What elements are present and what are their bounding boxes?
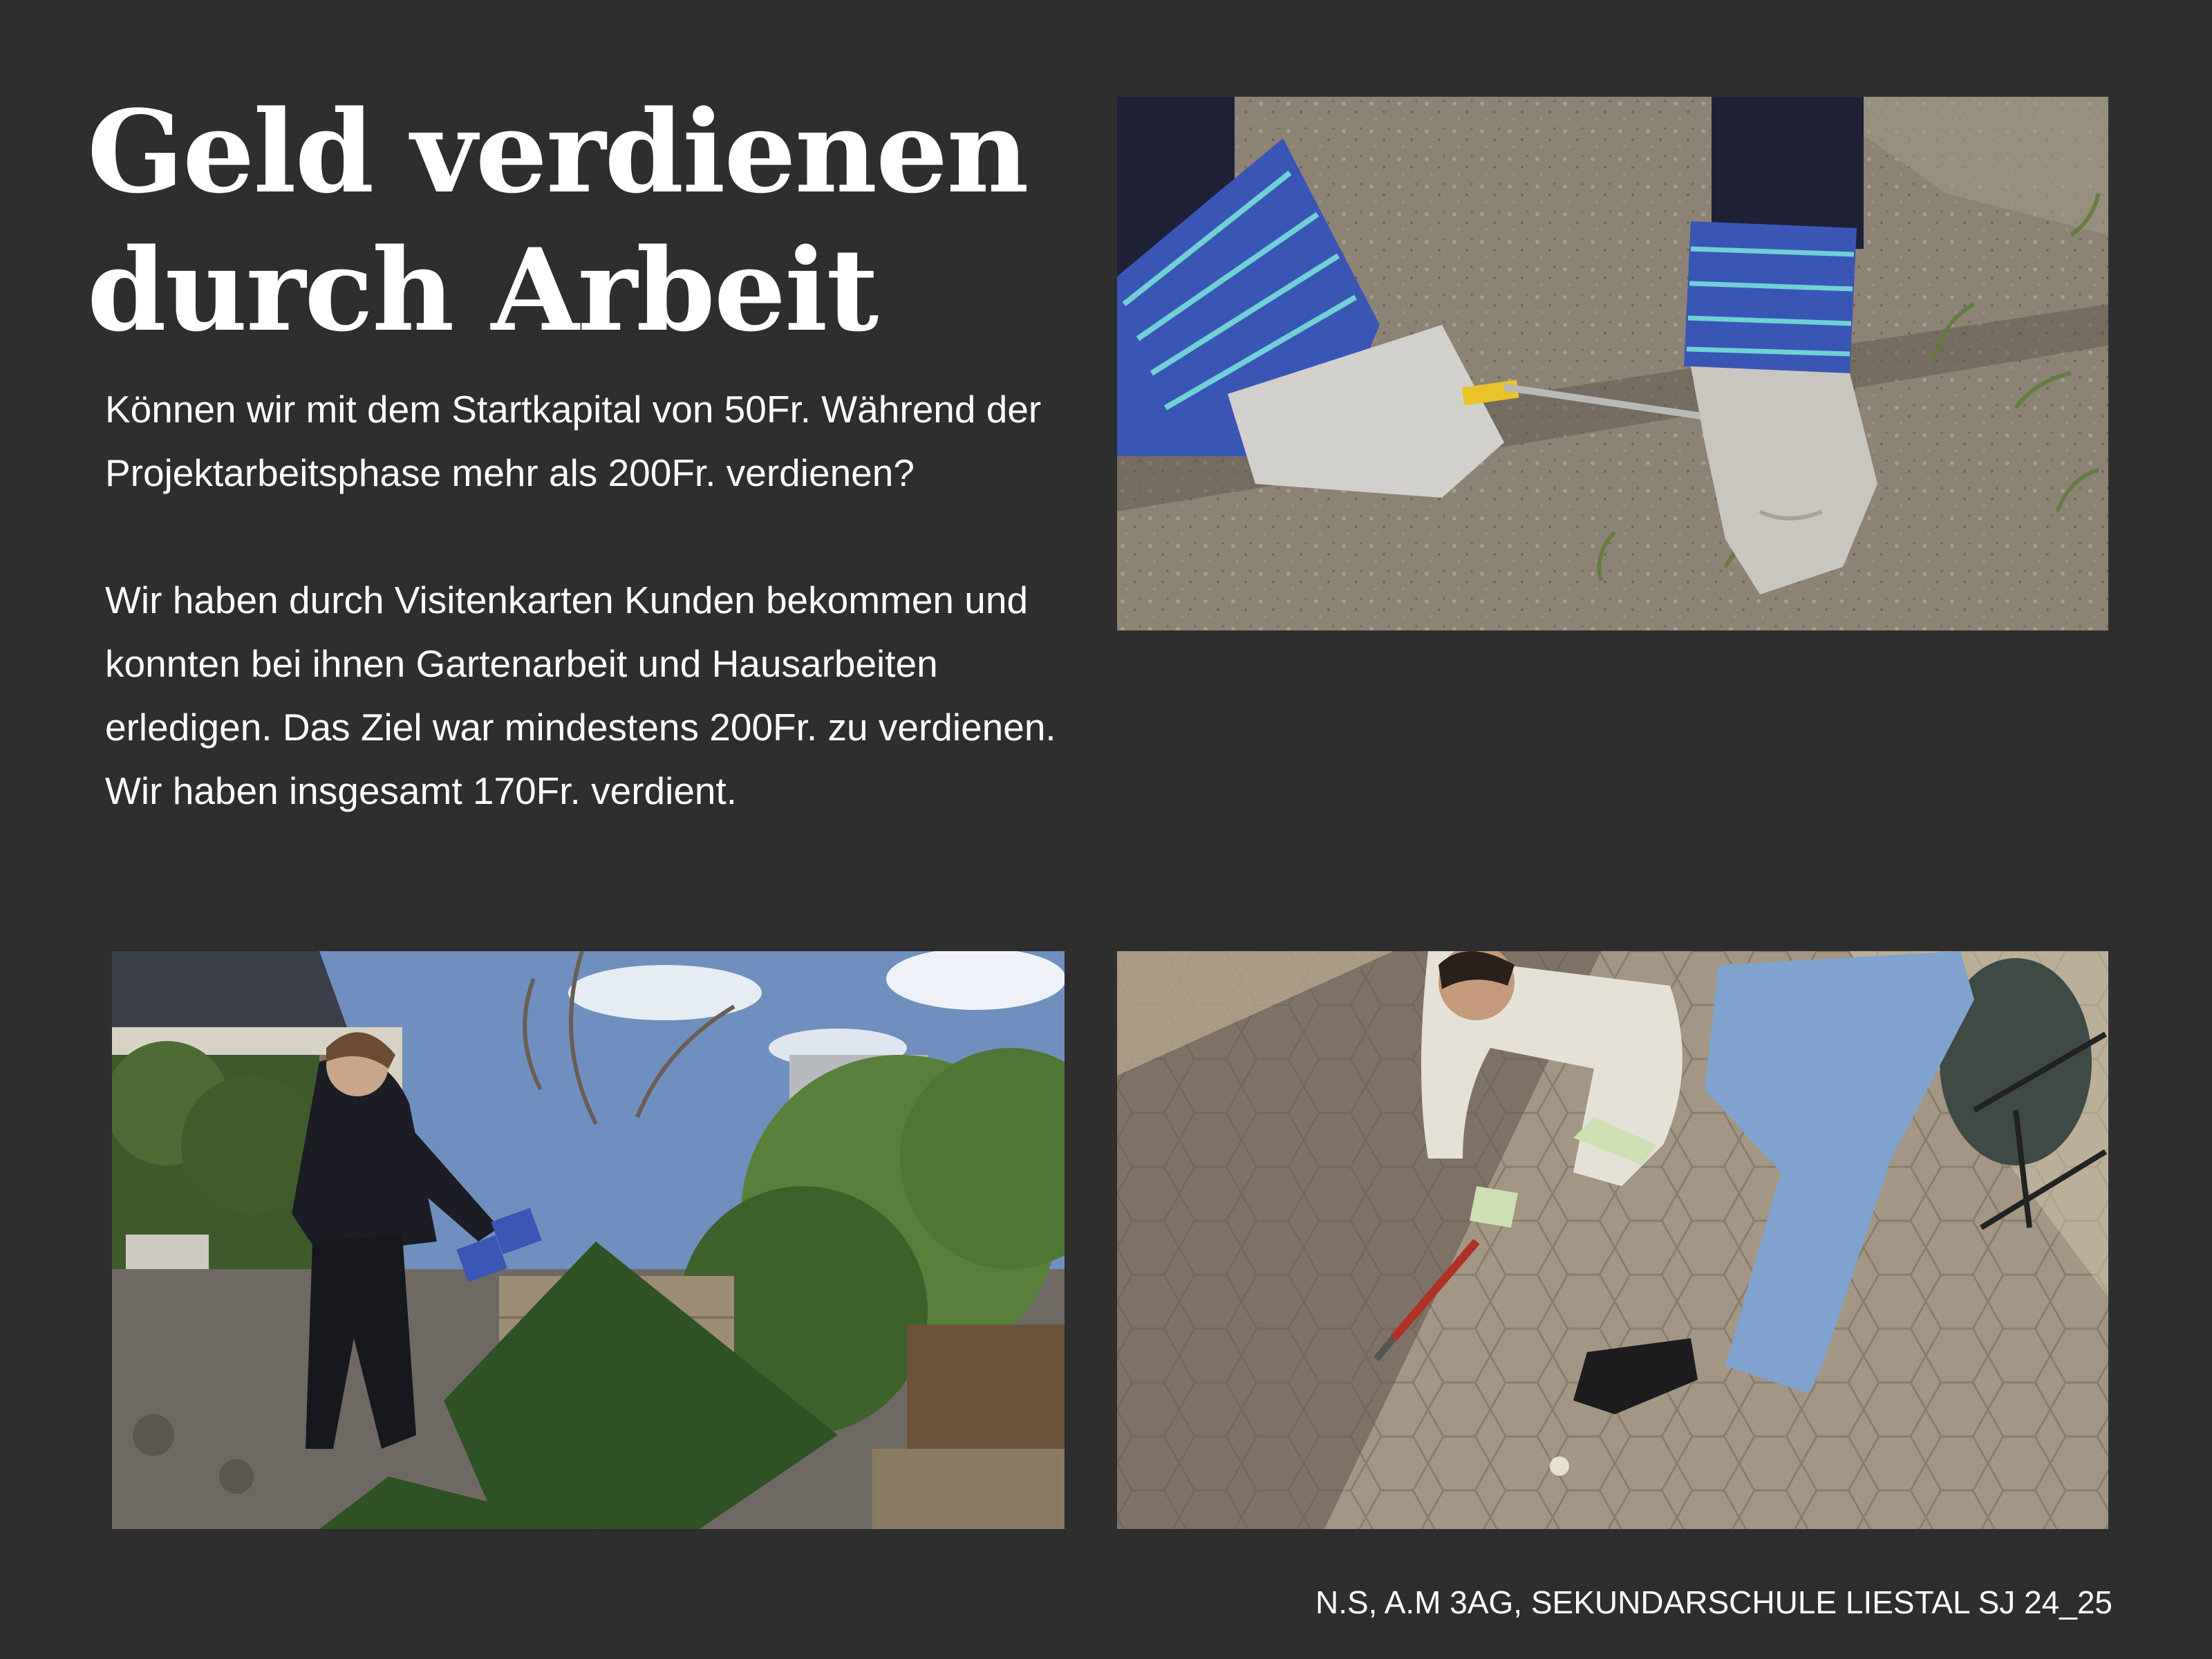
title-line-1: Geld verdienen [87, 85, 1028, 218]
slide-title [87, 83, 1028, 359]
title-line-2: durch Arbeit [87, 223, 878, 357]
photo-gloved-hands-weeding [1117, 97, 2108, 630]
body-text [105, 377, 1087, 823]
photo-weeding-pavement [1117, 951, 2108, 1529]
footer-credits: N.S, A.M 3AG, SEKUNDARSCHULE LIESTAL SJ 24_25 [1315, 1584, 2112, 1620]
result-paragraph: Wir haben durch Visitenkarten Kunden bekommen und konnten bei ihnen Gartenarbeit und Hausarbeiten erledigen. Das Ziel war mindestens 200Fr. zu verdienen. Wir haben insgesamt 170Fr. verdient. [105, 579, 1056, 812]
question-paragraph: Können wir mit dem Startkapital von 50Fr. Während der Projektarbeitsphase mehr als 200Fr. verdienen? [105, 388, 1042, 494]
photo-garden-tree-cutting [112, 951, 1065, 1529]
